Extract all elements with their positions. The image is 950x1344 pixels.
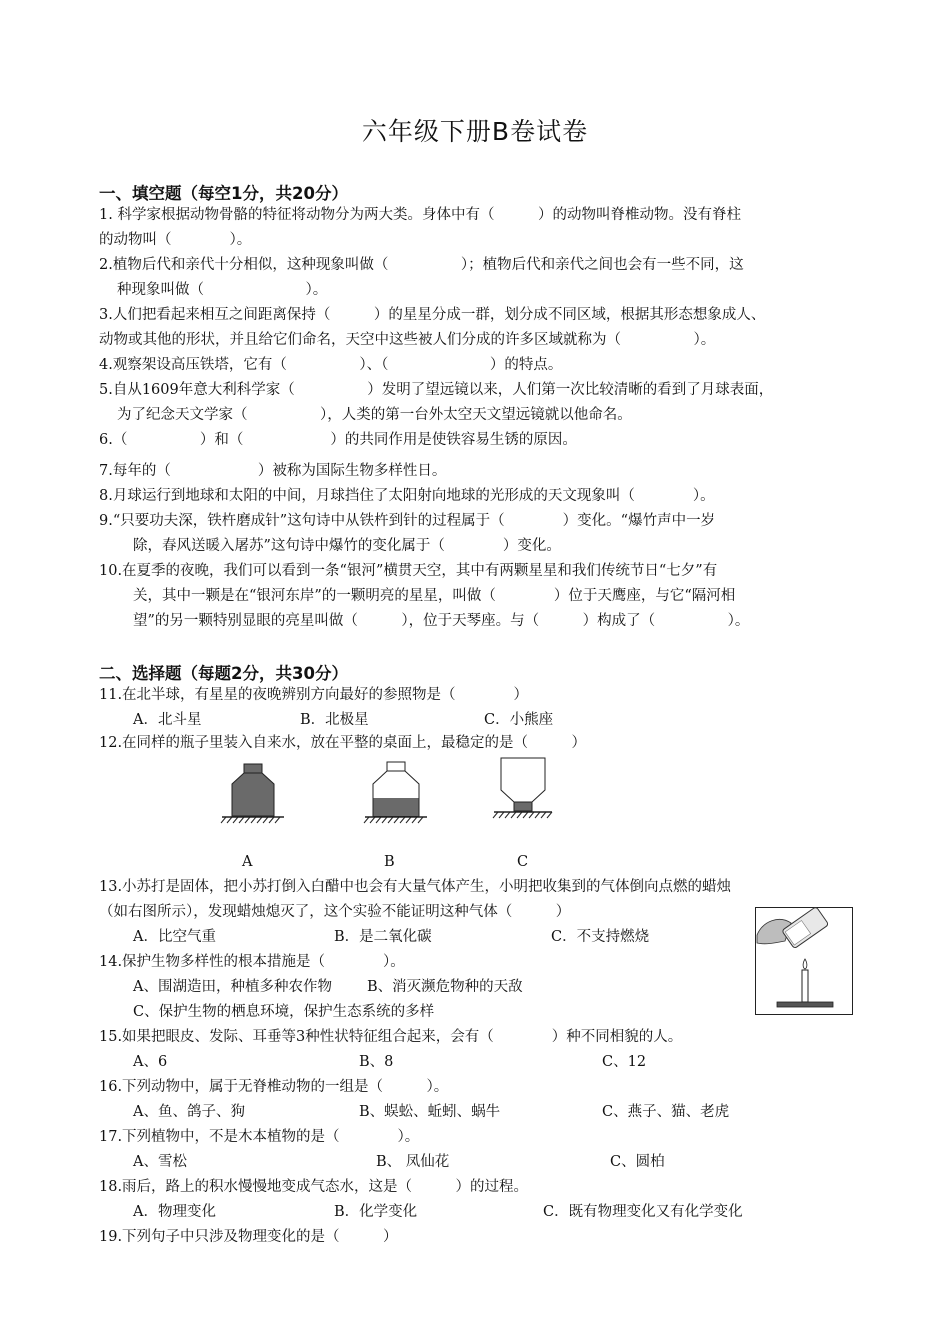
- bottle-c-figure: [492, 756, 554, 824]
- question-line: 的动物叫（ ）。: [99, 232, 252, 248]
- question-13: 13.小苏打是固体，把小苏打倒入白醋中也会有大量气体产生，小明把收集到的气体倒向点燃的蜡烛: [99, 879, 732, 895]
- question-line: 10.在夏季的夜晚，我们可以看到一条“银河”横贯天空，其中有两颗星星和我们传统节日“七夕”有: [99, 563, 718, 579]
- option-b: B、 凤仙花: [376, 1154, 450, 1170]
- question-line: 6.（ ）和（ ）的共同作用是使铁容易生锈的原因。: [99, 432, 577, 448]
- bottle-c-label: C: [517, 854, 529, 870]
- option-b: B、蜈蚣、蚯蚓、蜗牛: [359, 1104, 501, 1120]
- question-line: 5.自从1609年意大利科学家（ ）发明了望远镜以来，人们第一次比较清晰的看到了月球表面，: [99, 382, 774, 398]
- question-18: 18.雨后，路上的积水慢慢地变成气态水，这是（ ）的过程。: [99, 1179, 529, 1195]
- question-line: 4.观察架设高压铁塔，它有（ ）、（ ）的特点。: [99, 357, 563, 373]
- option-c: C．既有物理变化又有化学变化: [543, 1204, 743, 1220]
- option-a: A、鱼、鸽子、狗: [133, 1104, 245, 1120]
- option-a: A．物理变化: [133, 1204, 216, 1220]
- question-line: 除，春风送暖入屠苏”这句诗中爆竹的变化属于（ ）变化。: [133, 538, 561, 554]
- question-19: 19.下列句子中只涉及物理变化的是（ ）: [99, 1229, 398, 1245]
- option-c: C．小熊座: [484, 712, 554, 728]
- question-17: 17.下列植物中，不是木本植物的是（ ）。: [99, 1129, 420, 1145]
- question-line: 种现象叫做（ ）。: [117, 282, 328, 298]
- option-c: C、燕子、猫、老虎: [602, 1104, 730, 1120]
- question-line: 2.植物后代和亲代十分相似，这种现象叫做（ ）；植物后代和亲代之间也会有一些不同，这: [99, 257, 744, 273]
- candle-experiment-figure: [755, 907, 853, 1015]
- question-line: 7.每年的（ ）被称为国际生物多样性日。: [99, 463, 447, 479]
- section-heading-fill-in: 一、填空题（每空1分，共20分）: [99, 184, 348, 203]
- option-b: B．化学变化: [334, 1204, 418, 1220]
- question-11: 11.在北半球，有星星的夜晚辨别方向最好的参照物是（ ）: [99, 687, 529, 703]
- option-a: A．北斗星: [133, 712, 202, 728]
- question-line: 9.“只要功夫深，铁杵磨成针”这句诗中从铁杵到针的过程属于（ ）变化。“爆竹声中一岁: [99, 513, 716, 529]
- option-b: B、8: [359, 1054, 394, 1070]
- bottle-a-label: A: [242, 854, 253, 870]
- option-c: C、12: [602, 1054, 647, 1070]
- section-heading-choice: 二、选择题（每题2分，共30分）: [99, 664, 348, 683]
- question-line: 3.人们把看起来相互之间距离保持（ ）的星星分成一群，划分成不同区域，根据其形态想象成人、: [99, 307, 766, 323]
- option-a: A、6: [133, 1054, 168, 1070]
- question-line: 1. 科学家根据动物骨骼的特征将动物分为两大类。身体中有（ ）的动物叫脊椎动物。没有脊柱: [99, 207, 741, 223]
- question-13-cont: （如右图所示），发现蜡烛熄灭了，这个实验不能证明这种气体（ ）: [99, 904, 571, 920]
- option-c: C．不支持燃烧: [551, 929, 650, 945]
- option-a: A．比空气重: [133, 929, 216, 945]
- question-line: 动物或其他的形状，并且给它们命名，天空中这些被人们分成的许多区域就称为（ ）。: [99, 332, 716, 348]
- option-b: B、消灭濒危物种的天敌: [367, 979, 523, 995]
- option-a: A、围湖造田，种植多种农作物: [133, 979, 332, 995]
- option-c: C、保护生物的栖息环境，保护生态系统的多样: [133, 1004, 435, 1020]
- question-16: 16.下列动物中，属于无脊椎动物的一组是（ ）。: [99, 1079, 449, 1095]
- bottle-b-figure: [361, 760, 431, 824]
- question-line: 关，其中一颗是在“银河东岸”的一颗明亮的星星，叫做（ ）位于天鹰座，与它“隔河相: [133, 588, 736, 604]
- option-b: B．北极星: [300, 712, 369, 728]
- option-a: A、雪松: [133, 1154, 187, 1170]
- bottle-b-label: B: [384, 854, 395, 870]
- question-15: 15.如果把眼皮、发际、耳垂等3种性状特征组合起来，会有（ ）种不同相貌的人。: [99, 1029, 683, 1045]
- page-title: 六年级下册B卷试卷: [361, 117, 589, 146]
- question-14: 14.保护生物多样性的根本措施是（ ）。: [99, 954, 405, 970]
- question-line: 望”的另一颗特别显眼的亮星叫做（ ），位于天琴座。与（ ）构成了（ ）。: [133, 613, 750, 629]
- option-c: C、圆柏: [610, 1154, 665, 1170]
- question-12: 12.在同样的瓶子里装入自来水，放在平整的桌面上，最稳定的是（ ）: [99, 735, 587, 751]
- bottle-a-figure: [218, 762, 288, 824]
- question-line: 为了纪念天文学家（ ），人类的第一台外太空天文望远镜就以他命名。: [117, 407, 632, 423]
- option-b: B．是二氧化碳: [334, 929, 432, 945]
- question-line: 8.月球运行到地球和太阳的中间，月球挡住了太阳射向地球的光形成的天文现象叫（ ）。: [99, 488, 715, 504]
